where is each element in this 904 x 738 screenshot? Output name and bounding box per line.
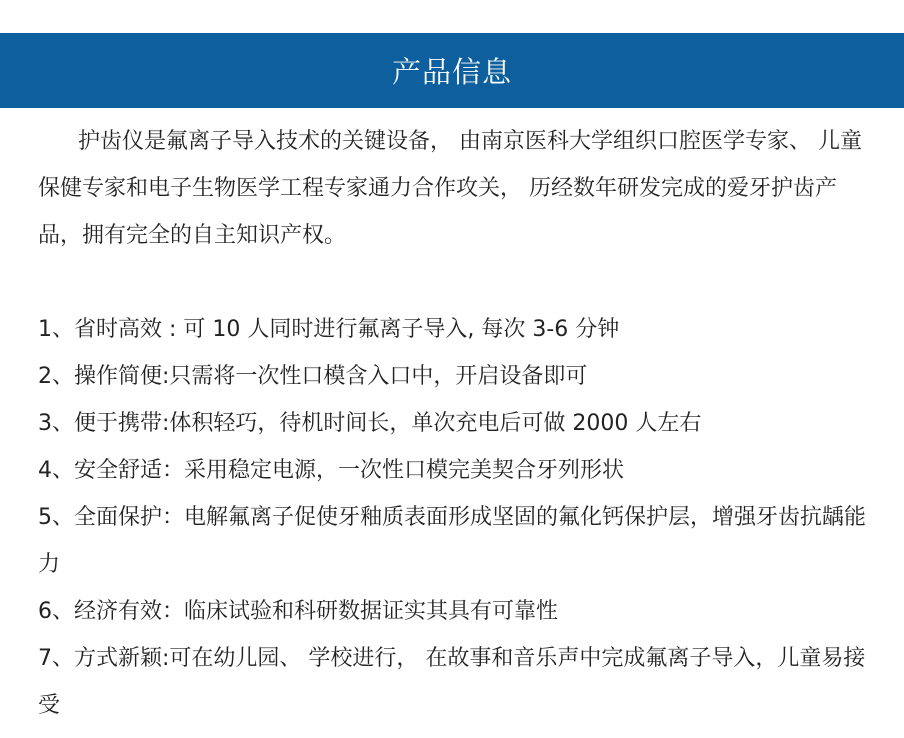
- feature-item-5: 5、全面保护：电解氟离子促使牙釉质表面形成坚固的氟化钙保护层，增强牙齿抗龋能力: [38, 505, 866, 577]
- product-info-content: [38, 118, 868, 729]
- feature-item-7: 7、方式新颖:可在幼儿园、 学校进行， 在故事和音乐声中完成氟离子导入，儿童易接受: [38, 646, 866, 718]
- paragraph-spacer: [38, 259, 868, 306]
- page-title: 产品信息: [391, 55, 512, 89]
- feature-item-1: 1、省时高效 : 可 10 人同时进行氟离子导入, 每次 3-6 分钟: [38, 317, 620, 342]
- header-banner: [0, 33, 904, 108]
- intro-paragraph: 护齿仪是氟离子导入技术的关键设备， 由南京医科大学组织口腔医学专家、 儿童保健专家和电子生物医学工程专家通力合作攻关， 历经数年研发完成的爱牙护齿产品，拥有完全的自主知识产权。: [38, 129, 862, 248]
- feature-item-3: 3、便于携带:体积轻巧，待机时间长，单次充电后可做 2000 人左右: [38, 411, 702, 436]
- feature-item-2: 2、操作简便:只需将一次性口模含入口中，开启设备即可: [38, 364, 588, 389]
- feature-item-4: 4、安全舒适：采用稳定电源，一次性口模完美契合牙列形状: [38, 458, 624, 483]
- feature-item-6: 6、经济有效：临床试验和科研数据证实其具有可靠性: [38, 599, 558, 624]
